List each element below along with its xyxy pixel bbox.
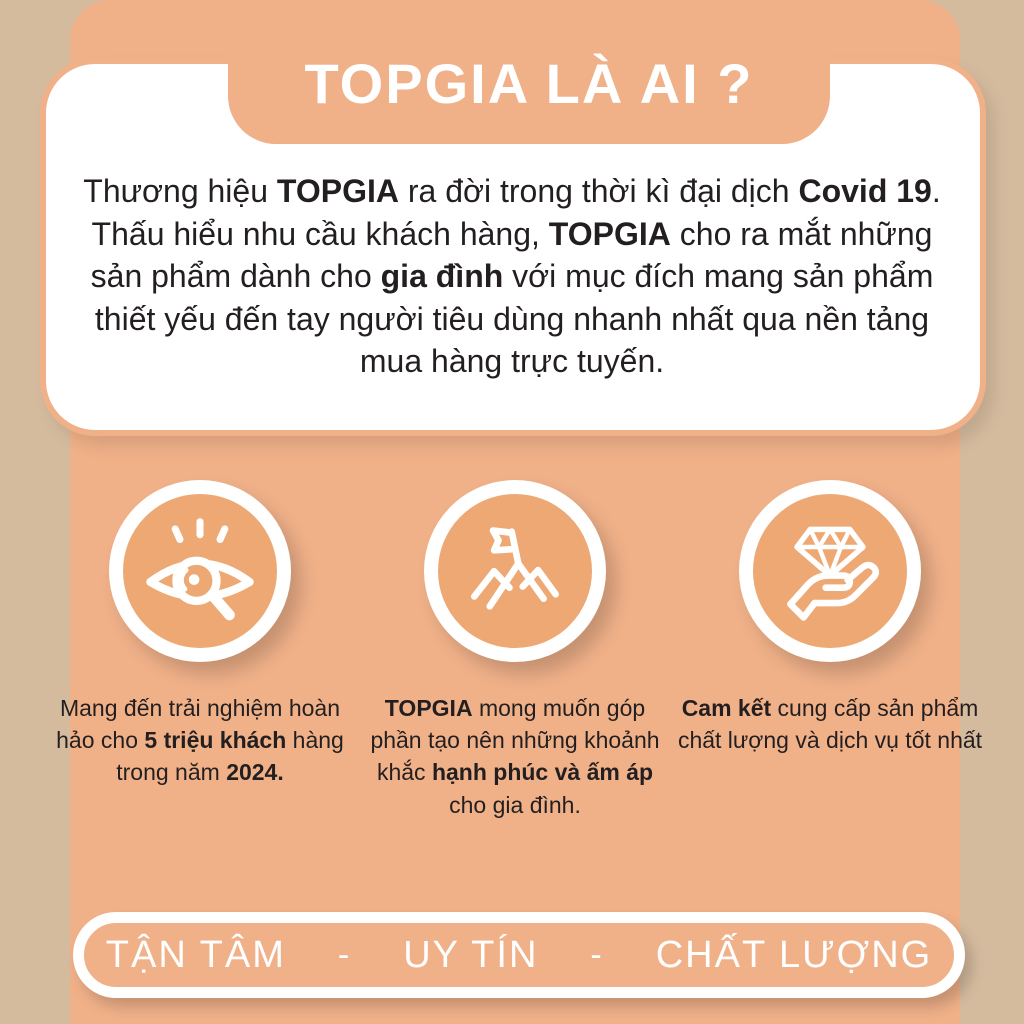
- eye-magnifier-icon: [141, 510, 259, 633]
- intro-paragraph: Thương hiệu TOPGIA ra đời trong thời kì đại dịch Covid 19. Thấu hiểu nhu cầu khách hàng, TOPGIA cho ra mắt những sản phẩm dành cho gia đình với mục đích mang sản phẩm thiết yếu đến tay người tiêu dùng nhanh nhất qua nền tảng mua hàng trực tuyến.: [83, 173, 941, 380]
- feature-item-experience: [45, 480, 355, 821]
- feature-circle: [739, 480, 921, 662]
- footer-item-label: TẬN TÂM: [105, 933, 286, 976]
- feature-text: Cam kết cung cấp sản phẩm chất lượng và dịch vụ tốt nhất: [677, 695, 983, 754]
- footer-item-label: CHẤT LƯỢNG: [655, 933, 933, 976]
- diamond-hand-icon: [775, 514, 885, 629]
- footer-separator: -: [590, 935, 604, 974]
- feature-circle: [424, 480, 606, 662]
- footer-separator: -: [337, 935, 352, 974]
- footer-pill: [73, 912, 965, 998]
- feature-item-mission: [360, 480, 670, 821]
- feature-text: Mang đến trải nghiệm hoàn hảo cho 5 triệu khách hàng trong năm 2024.: [56, 695, 344, 786]
- title-banner: [228, 0, 830, 144]
- feature-item-commitment: [675, 480, 985, 821]
- features-row: [45, 480, 985, 821]
- mountain-flag-icon: [460, 514, 570, 629]
- footer-item-label: UY TÍN: [403, 933, 539, 976]
- feature-text: TOPGIA mong muốn góp phần tạo nên những khoảnh khắc hạnh phúc và ấm áp cho gia đình.: [370, 695, 660, 818]
- page-title: TOPGIA LÀ AI ?: [304, 51, 754, 115]
- feature-circle: [109, 480, 291, 662]
